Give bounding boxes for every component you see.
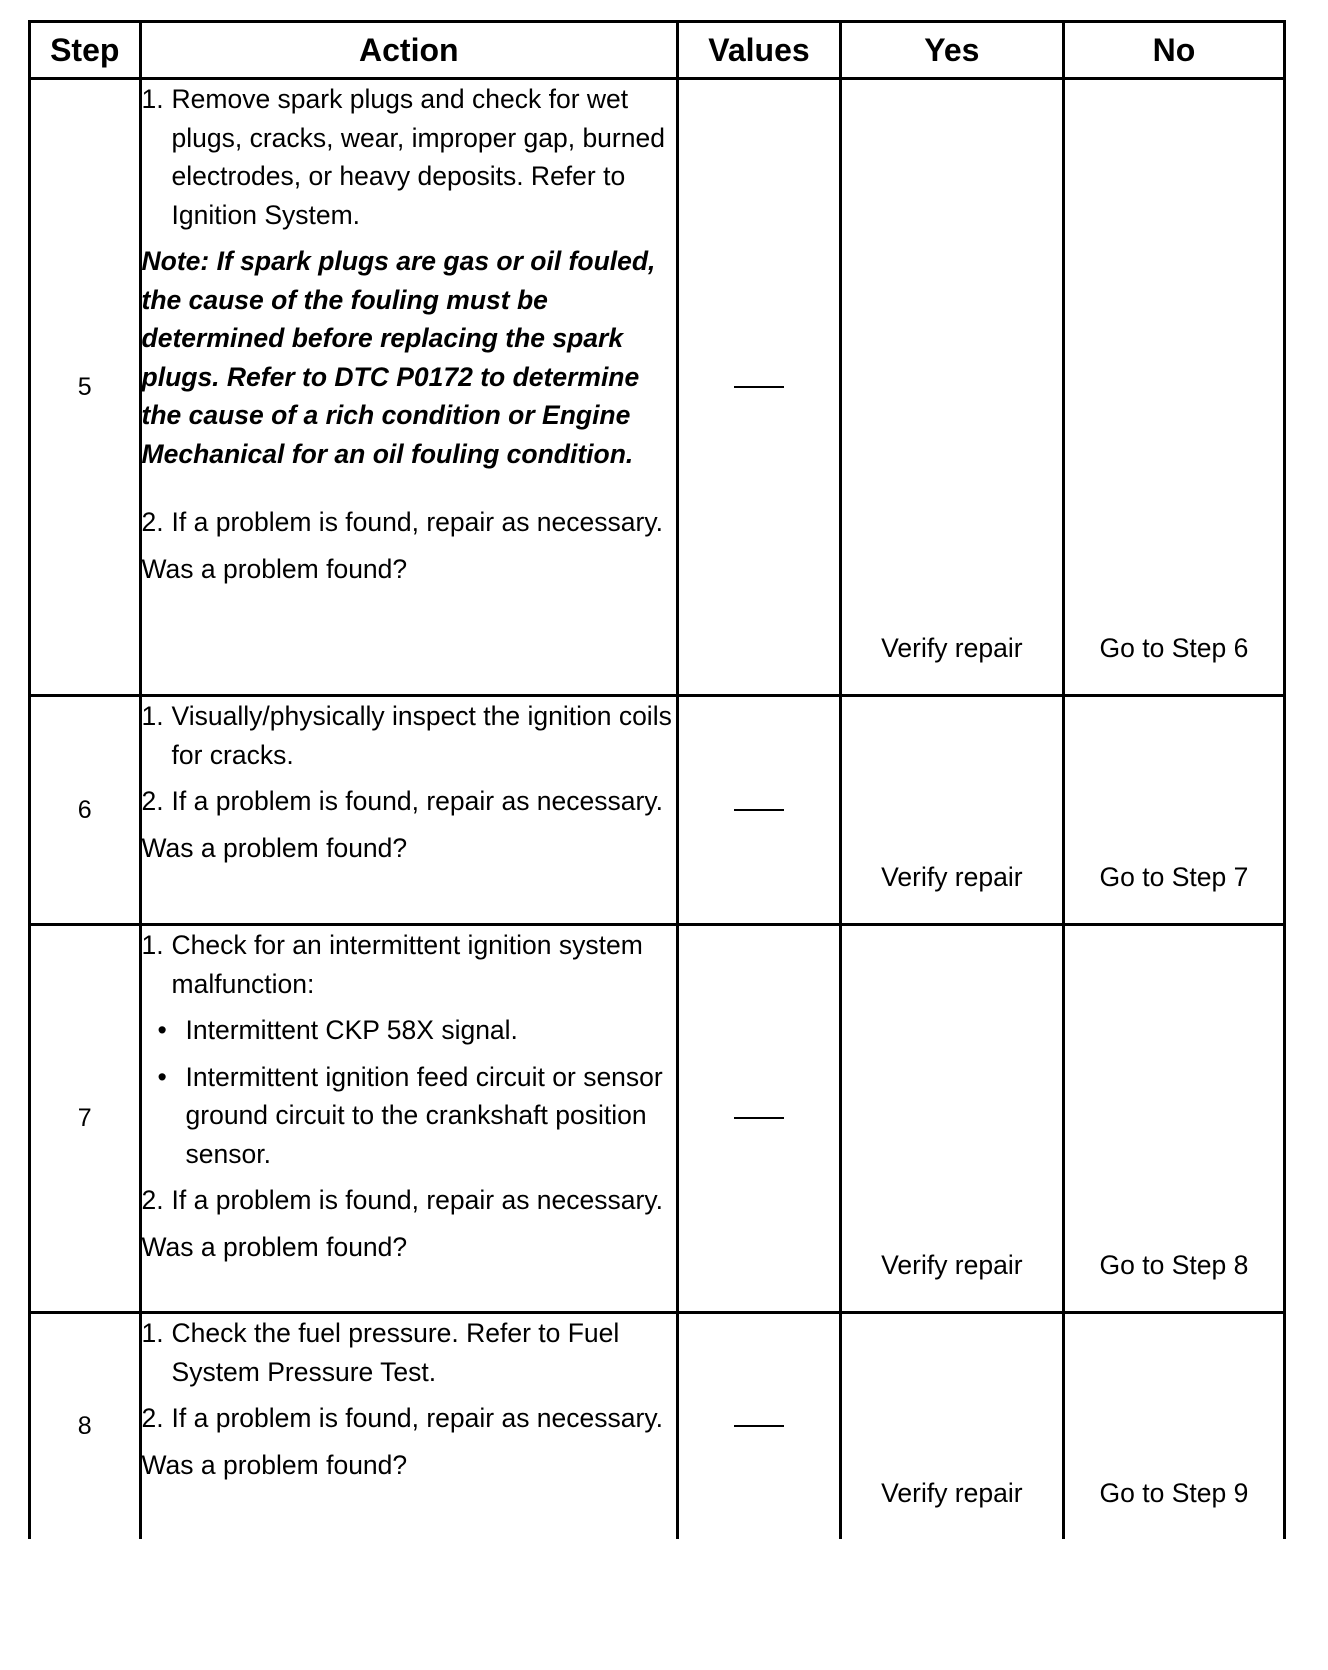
item-text: If a problem is found, repair as necessary. — [171, 1403, 663, 1433]
empty-value-dash — [734, 1425, 784, 1427]
diagnostic-table — [28, 20, 1286, 1539]
question-text: Was a problem found? — [141, 832, 408, 863]
item-text: Remove spark plugs and check for wet plugs, cracks, wear, improper gap, burned electrodes, or heavy deposits. Refer to Ignition System. — [171, 84, 665, 230]
action-cell — [140, 1313, 678, 1540]
item-number: 1. — [141, 84, 164, 114]
no-outcome: Go to Step 9 — [1099, 1478, 1249, 1508]
table-row — [30, 925, 1285, 1313]
item-number: 2. — [141, 507, 164, 537]
item-number: 1. — [141, 1318, 164, 1348]
action-item — [142, 1314, 677, 1391]
no-cell — [1063, 79, 1284, 696]
values-cell — [678, 1313, 841, 1540]
item-number: 2. — [141, 786, 164, 816]
header-step: Step — [30, 22, 141, 79]
item-text: Visually/physically inspect the ignition coils for cracks. — [171, 701, 672, 770]
step-number: 7 — [30, 925, 141, 1313]
item-text: If a problem is found, repair as necessary. — [171, 786, 663, 816]
item-text: If a problem is found, repair as necessary. — [171, 1185, 663, 1215]
values-cell — [678, 79, 841, 696]
yes-outcome: Verify repair — [881, 633, 1023, 663]
step-number: 8 — [30, 1313, 141, 1540]
header-no: No — [1063, 22, 1284, 79]
bullet-text: Intermittent CKP 58X signal. — [185, 1015, 518, 1045]
item-number: 1. — [141, 930, 164, 960]
header-action: Action — [140, 22, 678, 79]
table-row — [30, 79, 1285, 696]
action-item — [142, 503, 677, 542]
action-item — [142, 80, 677, 234]
item-number: 2. — [141, 1185, 164, 1215]
bullet-list — [142, 1011, 677, 1173]
item-text: Check the fuel pressure. Refer to Fuel System Pressure Test. — [171, 1318, 620, 1387]
no-outcome: Go to Step 8 — [1099, 1250, 1249, 1280]
bullet-item — [158, 1058, 677, 1174]
question-text: Was a problem found? — [141, 1231, 408, 1262]
no-outcome: Go to Step 7 — [1099, 862, 1249, 892]
bullet-item — [158, 1011, 677, 1050]
header-row — [30, 22, 1285, 79]
yes-cell — [840, 79, 1063, 696]
question-text: Was a problem found? — [141, 1449, 408, 1480]
action-item — [142, 697, 677, 774]
yes-outcome: Verify repair — [881, 1478, 1023, 1508]
item-number: 2. — [141, 1403, 164, 1433]
action-item — [142, 1181, 677, 1220]
no-outcome: Go to Step 6 — [1099, 633, 1249, 663]
action-cell — [140, 925, 678, 1313]
bullet-icon: • — [157, 1061, 167, 1092]
table-row — [30, 696, 1285, 925]
empty-value-dash — [734, 1117, 784, 1119]
yes-outcome: Verify repair — [881, 862, 1023, 892]
header-values: Values — [678, 22, 841, 79]
no-cell — [1063, 925, 1284, 1313]
values-cell — [678, 696, 841, 925]
empty-value-dash — [734, 809, 784, 811]
step-number: 6 — [30, 696, 141, 925]
action-item — [142, 782, 677, 821]
action-item — [142, 926, 677, 1003]
yes-cell — [840, 925, 1063, 1313]
yes-cell — [840, 1313, 1063, 1540]
action-cell — [140, 696, 678, 925]
no-cell — [1063, 696, 1284, 925]
action-cell — [140, 79, 678, 696]
step-number: 5 — [30, 79, 141, 696]
action-item — [142, 1399, 677, 1438]
note-text: Note: If spark plugs are gas or oil fouled, the cause of the fouling must be determined before replacing the spark plugs. Refer to DTC P0172 to determine the cause of a rich condition or Engine Mechanical for an oil fouling condition. — [141, 246, 656, 469]
no-cell — [1063, 1313, 1284, 1540]
table-row — [30, 1313, 1285, 1540]
bullet-text: Intermittent ignition feed circuit or sensor ground circuit to the crankshaft position sensor. — [185, 1061, 663, 1169]
header-yes: Yes — [840, 22, 1063, 79]
question-text: Was a problem found? — [141, 553, 408, 584]
yes-cell — [840, 696, 1063, 925]
yes-outcome: Verify repair — [881, 1250, 1023, 1280]
item-text: Check for an intermittent ignition system malfunction: — [171, 930, 643, 999]
item-number: 1. — [141, 701, 164, 731]
bullet-icon: • — [157, 1015, 167, 1045]
item-text: If a problem is found, repair as necessary. — [171, 507, 663, 537]
values-cell — [678, 925, 841, 1313]
empty-value-dash — [734, 386, 784, 388]
